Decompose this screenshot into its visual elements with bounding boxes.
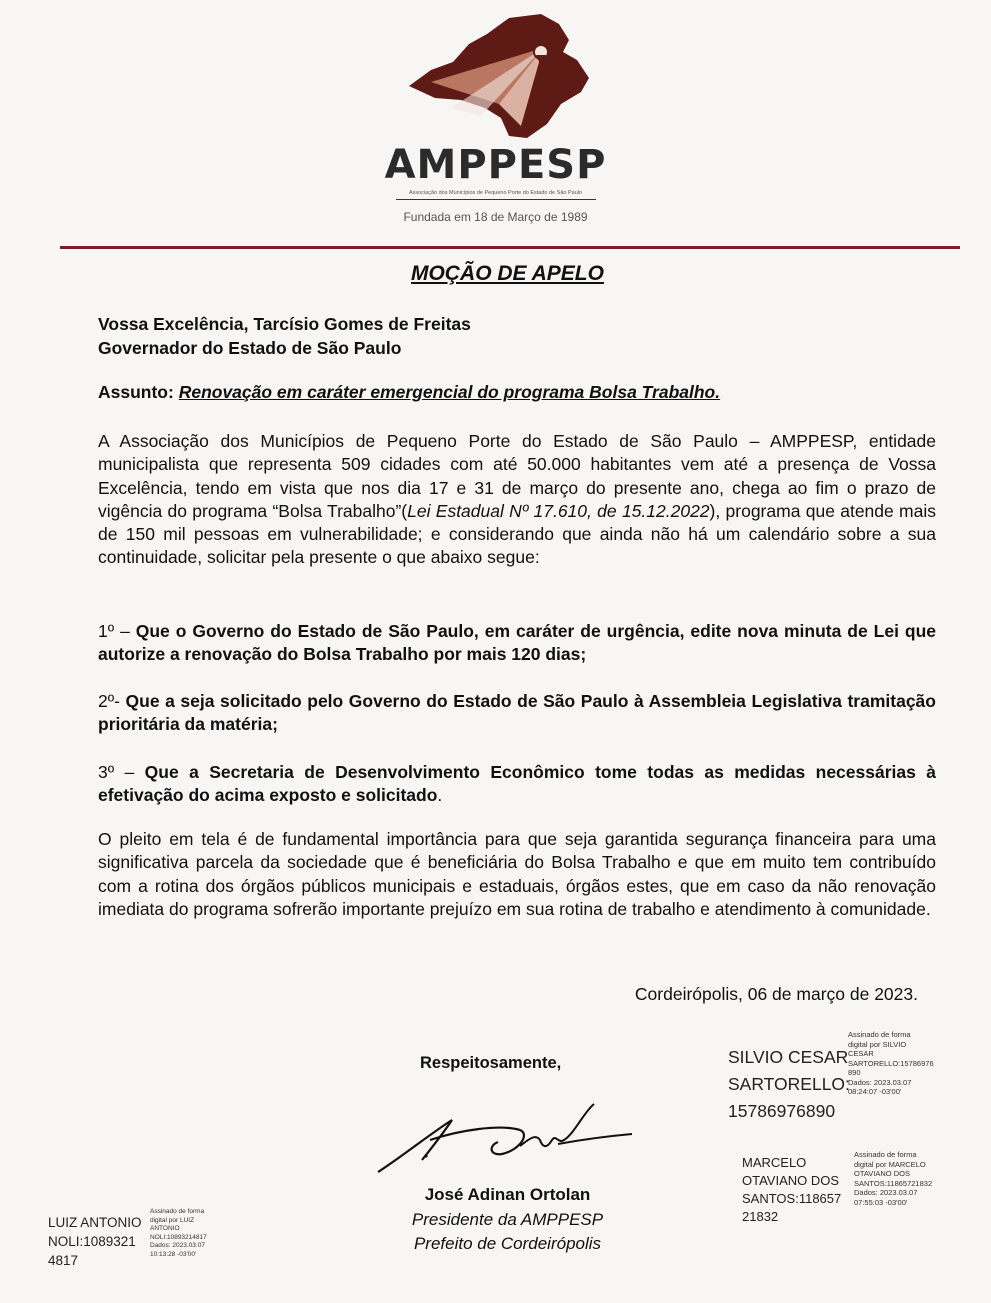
signature-detail-line: SANTOS:11865721832: [854, 1178, 933, 1188]
signature-name: [48, 1213, 158, 1270]
item-number: 3º –: [98, 762, 145, 782]
signature-name-line: SARTORELLO:: [728, 1074, 850, 1094]
signature-name-line: MARCELO: [742, 1155, 807, 1170]
closing-paragraph: O pleito em tela é de fundamental importância para que seja garantida segurança financeira para uma significativa parcela da sociedade que é beneficiária do Bolsa Trabalho e que em muito tem contribuído com a rotina dos órgãos públicos municipais e estaduais, órgãos estes, que em caso da não renovação imediata do programa sofrerão importante prejuízo em sua rotina de trabalho e atendimento à comunidade.: [98, 829, 936, 919]
signature-detail-line: NOLI:10893214817: [150, 1233, 207, 1241]
founded-date: Fundada em 18 de Março de 1989: [403, 210, 588, 224]
signer-role: Prefeito de Cordeirópolis: [413, 1234, 602, 1253]
intro-text-b: ), programa que atende mais de 150 mil pessoas em vulnerabilidade; e considerando que ainda não há um calendário sobre a sua continuidade, solicitar pela presente o que abaixo segue:: [98, 500, 936, 568]
signature-details: [854, 1150, 964, 1207]
subject-text: Renovação em caráter emergencial do programa Bolsa Trabalho.: [178, 382, 721, 402]
signer-name: José Adinan Ortolan: [424, 1185, 591, 1204]
signature-detail-line: Assinado de forma: [150, 1208, 205, 1215]
signature-name-line: 21832: [742, 1209, 779, 1224]
signature-detail-line: 890: [848, 1068, 861, 1077]
intro-paragraph: [98, 430, 936, 570]
header-divider: [60, 246, 960, 249]
signature-detail-line: Assinado de forma: [854, 1150, 917, 1159]
intro-text-a: A Associação dos Municípios de Pequeno Porte do Estado de São Paulo – AMPPESP, entidade municipalista que representa 509 cidades com até 50.000 habitantes vem até a presença de Vossa Excelência, tendo em vista que nos dia 17 e 31 de março do presente ano, chega ao fim o prazo de vigência do programa “Bolsa Trabalho”(: [98, 431, 936, 521]
document-title: MOÇÃO DE APELO: [411, 262, 604, 285]
item-number: 1º –: [98, 621, 136, 641]
amppesp-map-logo-icon: [391, 8, 601, 143]
brand-name: AMPPESP: [384, 142, 607, 188]
item-text: Que a Secretaria de Desenvolvimento Econômico tome todas as medidas necessárias à efetivação do acima exposto e solicitado: [98, 762, 936, 806]
signature-detail-line: digital por LUIZ: [150, 1216, 195, 1224]
request-item-2: [98, 690, 936, 737]
handwritten-signature-icon: [370, 1100, 640, 1180]
signature-name-line: SANTOS:118657: [742, 1191, 842, 1206]
dateline: Cordeirópolis, 06 de março de 2023.: [634, 984, 918, 1004]
signer-role: Presidente da AMPPESP: [411, 1210, 604, 1229]
signature-detail-line: digital por SILVIO: [848, 1039, 907, 1049]
signature-detail-line: 10:13:28 -03'00': [150, 1250, 197, 1258]
addressee-role: Governador do Estado de São Paulo: [98, 338, 402, 358]
signature-detail-line: digital por MARCELO: [854, 1159, 926, 1169]
signature-name: [742, 1154, 862, 1226]
request-item-1: [98, 620, 936, 667]
signature-name-line: SILVIO CESAR: [728, 1047, 849, 1067]
request-item-3: [98, 761, 936, 808]
signature-details: [150, 1208, 260, 1259]
signature-name: [728, 1044, 868, 1125]
signature-detail-line: Dados: 2023.03.07: [848, 1077, 912, 1087]
signature-detail-line: Assinado de forma: [848, 1030, 911, 1039]
item-text: Que a seja solicitado pelo Governo do Estado de São Paulo à Assembleia Legislativa tramitação prioritária da matéria;: [98, 691, 936, 735]
item-end: .: [437, 785, 443, 806]
signature-detail-line: CESAR: [848, 1049, 874, 1058]
signature-detail-line: Dados: 2023.03.07: [854, 1188, 918, 1197]
signature-detail-line: 08:24:07 -03'00': [848, 1087, 902, 1096]
signature-detail-line: SARTORELLO:15786976: [848, 1058, 934, 1068]
subject-label: Assunto:: [98, 382, 174, 402]
item-number: 2º-: [98, 691, 126, 711]
law-reference: Lei Estadual Nº 17.610, de 15.12.2022: [407, 500, 710, 521]
brand-divider: [396, 199, 596, 200]
letterhead: [0, 0, 991, 240]
closing-salutation: Respeitosamente,: [420, 1054, 562, 1072]
addressee: [98, 312, 471, 360]
signature-detail-line: Dados: 2023.03.07: [150, 1242, 205, 1249]
signature-name-line: NOLI:1089321: [48, 1234, 136, 1249]
signature-name-line: 4817: [48, 1253, 79, 1268]
item-text: Que o Governo do Estado de São Paulo, em caráter de urgência, edite nova minuta de Lei que autorize a renovação do Bolsa Trabalho por mais 120 dias;: [98, 621, 936, 665]
signature-name-line: OTAVIANO DOS: [742, 1173, 840, 1188]
signature-detail-line: OTAVIANO DOS: [854, 1169, 910, 1178]
signature-name-line: 15786976890: [728, 1101, 836, 1121]
addressee-name: Vossa Excelência, Tarcísio Gomes de Freitas: [98, 314, 471, 334]
signature-detail-line: ANTONIO: [150, 1225, 180, 1232]
signature-detail-line: 07:55:03 -03'00': [854, 1197, 908, 1207]
brand-subtitle: Associação dos Municípios de Pequeno Porte do Estado de São Paulo: [408, 190, 583, 196]
signature-details: [848, 1030, 958, 1097]
signature-name-line: LUIZ ANTONIO: [48, 1215, 142, 1230]
subject-line: [98, 382, 720, 403]
